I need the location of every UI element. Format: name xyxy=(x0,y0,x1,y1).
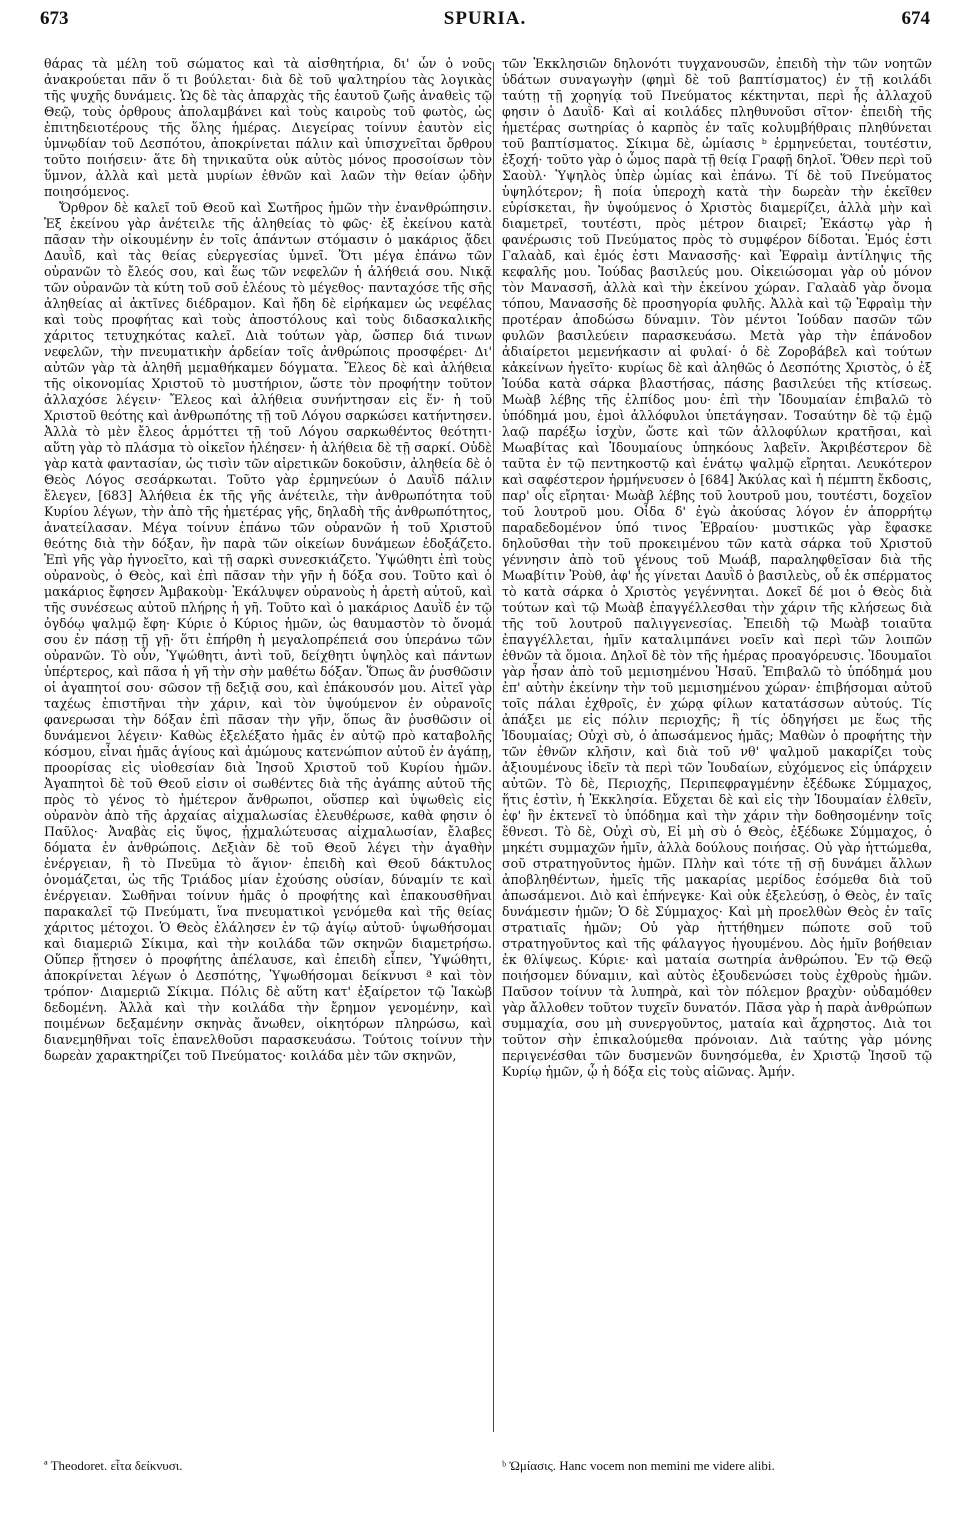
left-column xyxy=(44,56,492,1432)
left-paragraph: θάρας τὰ μέλη τοῦ σώματος καὶ τὰ αἰσθητήρια, δι' ὧν ὁ νοῦς ἀνακρούεται πᾶν ὅ τι βούλεται· διὰ δὲ τοῦ ψαλτηρίου τὰς λογικὰς τῆς ψυχῆς δυνάμεις. Ὡς δὲ τὰς ἀπαρχὰς τῆς ἑαυτοῦ ζωῆς ἀναθεὶς τῷ Θεῷ, τοὺς ὀρθρους ἀπολαμβάνει καὶ τοὺς καιροὺς τοῦ φωτὸς, ὡς ἐπιτηδειοτέρους τῆς ὅλης ἡμέρας. Διεγείρας τοίνυν ἑαυτὸν εἰς ὑμνῳδίαν τοῦ Δεσπότου, ἀποκρίνεται πάλιν καὶ ὑπισχνεῖται ὄρθρου τοῦτο ποιήσειν· ἅτε δὴ τηνικαῦτα οὐκ αὐτὸς μόνος προσοίσων τὸν ὕμνον, ἀλλὰ καὶ μετὰ μυρίων ἐθνῶν καὶ λαῶν τὴν θείαν ᾠδὴν ποιησόμενος. xyxy=(44,56,492,199)
right-column xyxy=(502,56,932,1432)
page-number-right: 674 xyxy=(901,8,930,29)
running-title: SPURIA. xyxy=(443,8,527,29)
left-paragraph: Ὄρθρον δὲ καλεῖ τοῦ Θεοῦ καὶ Σωτῆρος ἡμῶν τὴν ἐνανθρώπησιν. Ἐξ ἐκείνου γὰρ ἀνέτειλε τῆς ἀληθείας τὸ φῶς· ἐξ ἐκείνου κατὰ πᾶσαν τὴν οἰκουμένην ἐν τοῖς ἁπάντων στόμασιν ὁ μακάριος ᾄδει Δαυῒδ, καὶ τὰς θείας εὐεργεσίας ὑμνεῖ. Ὅτι μέγα ἐπάνω τῶν οὐρανῶν τὸ ἔλεός σου, καὶ ἕως τῶν νεφελῶν ἡ ἀλήθειά σου. Νικᾷ τῶν οὐρανῶν τὰ κύτη τοῦ σοῦ ἐλέους τὸ μέγεθος· πανταχόσε τῆς σῆς ἀληθείας αἱ ἀκτῖνες διέδραμον. Καὶ ἤδη δὲ εἰρήκαμεν ὡς νεφέλας καὶ τοὺς προφήτας καὶ τοὺς ἀποστόλους καὶ τοὺς διδασκαλικῆς χάριτος τετυχηκότας καλεῖ. Διὰ τούτων γὰρ, ὥσπερ διά τινων νεφελῶν, τὴν πνευματικὴν ἀρδείαν τοῖς ἀνθρώποις προσφέρει· Δι' αὐτῶν γὰρ τὰ ἀληθῆ μεμαθήκαμεν δόγματα. Ἔλεος δὲ καὶ ἀλήθεια τῆς οἰκονομίας Χριστοῦ τὸ μυστήριον, ὥστε τὸν προφήτην τοῦτον ἀλλαχόσε λέγειν· Ἔλεος καὶ ἀλήθεια συνήντησαν εἰς ἕν· ἡ τοῦ Χριστοῦ θεότης καὶ ἀνθρωπότης τῇ τοῦ Λόγου σαρκώσει κατήντησεν. Ἀλλὰ τὸ μὲν ἔλεος ἁρμόττει τῇ τοῦ Λόγου σαρκωθέντος θεότητι· αὕτη γὰρ τὸ πλάσμα τὸ οἰκεῖον ἠλέησεν· ἡ ἀλήθεια δὲ τῇ σαρκί. Οὐδὲ γὰρ κατὰ φαντασίαν, ὡς τισὶν τῶν αἱρετικῶν δοκοῦσιν, ἀληθεία δὲ ὁ Θεὸς Λόγος σεσάρκωται. Τοῦτο γὰρ ἑρμηνεύων ὁ Δαυῒδ πάλιν ἔλεγεν, [683] Ἀλήθεια ἐκ τῆς γῆς ἀνέτειλε, τὴν ἀνθρωπότητα τοῦ Κυρίου λέγων, τὴν ἀπὸ τῆς ἡμετέρας γῆς, δηλαδὴ τῆς ἀνθρωπότητος, ἀνατείλασαν. Μέγα τοίνυν ἐπάνω τῶν οὐρανῶν ἡ τοῦ Χριστοῦ θεότης διὰ τὴν δόξαν, ἣν παρὰ τῶν οἰκείων δυνάμεων ἐδοξάζετο. Ἐπὶ γῆς γὰρ ἠγνοεῖτο, καὶ τῇ σαρκὶ συνεσκιάζετο. Ὑψώθητι ἐπὶ τοὺς οὐρανοὺς, ὁ Θεὸς, καὶ ἐπὶ πᾶσαν τὴν γῆν ἡ δόξα σου. Τοῦτο καὶ ὁ μακάριος ἔφησεν Ἀμβακοὺμ· Ἐκάλυψεν οὐρανοὺς ἡ ἀρετὴ αὐτοῦ, καὶ τῆς συνέσεως αὐτοῦ πλήρης ἡ γῆ. Τοῦτο καὶ ὁ μακάριος Δαυῒδ ἐν τῷ ὀγδόῳ ψαλμῷ ἔφη· Κύριε ὁ Κύριος ἡμῶν, ὡς θαυμαστὸν τὸ ὄνομά σου ἐν πάσῃ τῇ γῇ· ὅτι ἐπήρθη ἡ μεγαλοπρέπειά σου ὑπεράνω τῶν οὐρανῶν. Τὸ οὖν, Ὑψώθητι, ἀντὶ τοῦ, δείχθητι ὑψηλὸς καὶ πάντων ὑπέρτερος, καὶ πᾶσα ἡ γῆ τὴν σὴν μαθέτω δόξαν. Ὅπως ἂν ῥυσθῶσιν οἱ ἀγαπητοί σου· σῶσον τῇ δεξιᾷ σου, καὶ ἐπάκουσόν μου. Αἰτεῖ γὰρ ταχέως ἐπιστῆναι τὴν χάριν, καὶ τὸν ὑψούμενον ἐν οὐρανοῖς φανερωσαι τὴν δόξαν ἐπὶ πᾶσαν τὴν γῆν, ὅπως ἂν ῥυσθῶσιν οἱ δυνάμενοι λέγειν· Καθὼς ἐξελέξατο ἡμᾶς ἐν αὐτῷ πρὸ καταβολῆς κόσμου, εἶναι ἡμᾶς ἁγίους καὶ ἀμώμους κατενώπιον αὐτοῦ ἐν ἀγάπῃ, προορίσας εἰς υἱοθεσίαν διὰ Ἰησοῦ Χριστοῦ τοῦ Κυρίου ἡμῶν. Ἀγαπητοὶ δὲ τοῦ Θεοῦ εἰσιν οἱ σωθέντες διὰ τῆς ἀγάπης αὐτοῦ τῆς πρὸς τὸ γένος τὸ ἡμέτερον ἄνθρωποι, οὕσπερ καὶ ὑψωθεὶς εἰς οὐρανὸν ἀπὸ τῆς ἀρχαίας αἰχμαλωσίας ἐλευθέρωσε, καθὰ φησιν ὁ Παῦλος· Ἀναβὰς εἰς ὕψος, ᾐχμαλώτευσας αἰχμαλωσίαν, ἔλαβες δόματα ἐν ἀνθρώποις. Δεξιὰν δὲ τοῦ Θεοῦ λέγει τὴν ἀγαθὴν ἐνέργειαν, ἢ τὸ Πνεῦμα τὸ ἅγιον· ἐπειδὴ καὶ Θεοῦ δάκτυλος ὀνομάζεται, ὡς τῆς Τριάδος μίαν ἐχούσης οὐσίαν, δύναμίν τε καὶ ἐνέργειαν. Σωθῆναι τοίνυν ἡμᾶς ὁ προφήτης καὶ ἐπακουσθῆναι παρακαλεῖ τῷ Πνεύματι, ἵνα πνευματικοὶ γενόμεθα καὶ τῆς θείας χάριτος μέτοχοι. Ὁ Θεὸς ἐλάλησεν ἐν τῷ ἁγίῳ αὐτοῦ· ὑψωθήσομαι καὶ διαμεριῶ Σίκιμα, καὶ τὴν κοιλάδα τῶν σκηνῶν διαμετρήσω. Οὕπερ ᾔτησεν ὁ προφήτης ἀπέλαυσε, καὶ ἐπειδὴ εἶπεν, Ὑψώθητι, ἀποκρίνεται λέγων ὁ Δεσπότης, Ὑψωθήσομαι δείκνυσι ª καὶ τὸν τρόπον· Διαμεριῶ Σίκιμα. Πόλις δὲ αὕτη κατ' ἐξαίρετον τῷ Ἰακὼβ δεδομένη. Ἀλλὰ καὶ τὴν κοιλάδα τὴν ἔρημον γενομένην, καὶ ποιμένων δεξαμένην σκηνὰς ἄνωθεν, οἰκητόρων πληρώσω, καὶ διανεμηθῆναι τοῖς ἐπανελθοῦσι παρασκευάσω. Τούτοις τοίνυν τὴν δωρεὰν χαρακτηρίζει τοῦ Πνεύματος· κοιλάδα μὲν τῶν σκηνῶν, xyxy=(44,200,492,1063)
right-paragraph: τῶν Ἐκκλησιῶν δηλονότι τυγχανουσῶν, ἐπειδὴ τὴν τῶν νοητῶν ὑδάτων συναγωγὴν (φημὶ δὲ τοῦ βαπτίσματος) ἐν τῇ κοιλάδι ταύτῃ τῇ χορηγίᾳ τοῦ Πνεύματος κέκτηνται, περὶ ἧς ἀλλαχοῦ φησιν ὁ Δαυῒδ· Καὶ αἱ κοιλάδες πληθυνοῦσι σῖτον· ἐπειδὴ τῆς ἡμετέρας σωτηρίας ὁ καρπὸς ἐν ταῖς κολυμβήθραις πληθύνεται τοῦ βαπτίσματος. Σίκιμα δὲ, ὠμίασις ᵇ ἑρμηνεύεται, τουτέστιν, ἐξοχή· τοῦτο γὰρ ὁ ὦμος παρὰ τῇ θείᾳ Γραφῇ δηλοῖ. Ὅθεν περὶ τοῦ Σαοὺλ· Ὑψηλὸς ὑπὲρ ὠμίας καὶ ἐπάνω. Τί δὲ τοῦ Πνεύματος ὑψηλότερον; ἢ ποία ὑπεροχὴ κατὰ τὴν δωρεὰν τὴν ἐκεῖθεν εὑρίσκεται, ἣν ὑψούμενος ὁ Χριστὸς διαμερίζει, ἀλλὰ μὴν καὶ διαμετρεῖ, τουτέστι, πρὸς μέτρον διαιρεῖ; Ἑκάστῳ γὰρ ἡ φανέρωσις τοῦ Πνεύματος πρὸς τὸ συμφέρον δίδοται. Ἐμός ἐστι Γαλαὰδ, καὶ ἐμός ἐστι Μανασσῆς· καὶ Ἐφραὶμ ἀντίληψις τῆς κεφαλῆς μου. Ἰούδας βασιλεύς μου. Οἰκειώσομαι γὰρ οὐ μόνον τὸν Μανασσῆ, ἀλλὰ καὶ τὴν ἐκείνου χώραν. Γαλαὰδ γὰρ ὄνομα τόπου, Μανασσῆς δὲ προσηγορία φυλῆς. Ἀλλὰ καὶ τῷ Ἐφραὶμ τὴν προτέραν ἀποδώσω δύναμιν. Τὸν μέντοι Ἰούδαν πασῶν τῶν φυλῶν βασιλεύειν παρασκευάσω. Μετὰ γὰρ τὴν ἐπάνοδον ἀδιαίρετοι μεμενήκασιν αἱ φυλαί· ὁ δὲ Ζοροβάβελ καὶ τούτων κἀκείνων ἡγεῖτο· κυρίως δὲ καὶ ἀληθῶς ὁ Δεσπότης Χριστὸς, ὁ ἐξ Ἰούδα κατὰ σάρκα βλαστήσας, πάσης βασιλεύει τῆς κτίσεως. Μωὰβ λέβης τῆς ἐλπίδος μου· ἐπὶ τὴν Ἰδουμαίαν ἐπιβαλῶ τὸ ὑπόδημά μου, ἐμοὶ ἀλλόφυλοι ὑπετάγησαν. Τοσαύτην δὲ τῷ ἐμῷ λαῷ παρέξω ἰσχὺν, ὥστε καὶ τῶν ἀλλοφύλων κρατῆσαι, καὶ Μωαβίτας καὶ Ἰδουμαίους ὑπηκόους λαβεῖν. Ἀκριβέστερον δὲ ταῦτα ἐν τῷ πεντηκοστῷ καὶ ἑνάτῳ ψαλμῷ εἴρηται. Λευκότερον καὶ σαφέστερον ἡρμήνευσεν ὁ [684] Ἀκύλας καὶ ἡ πέμπτη ἔκδοσις, παρ' οἷς εἴρηται· Μωὰβ λέβης τοῦ λουτροῦ μου, τουτέστι, δοχεῖον τοῦ λουτροῦ μου. Οἶδα δ' ἐγὼ ἀκούσας λόγον ἐν ἀπορρήτῳ παραδεδομένον ὑπό τινος Ἑβραίου· μυστικῶς γὰρ ἔφασκε δηλοῦσθαι τὴν τοῦ προκειμένου τῶν κατὰ σάρκα τοῦ Χριστοῦ γέννησιν ἀπὸ τοῦ γένους τοῦ Μωάβ, παραληφθεῖσαν διὰ τῆς Μωαβίτιν Ῥοὺθ, ἀφ' ἧς γίνεται Δαυῒδ ὁ βασιλεὺς, οὗ ἐκ σπέρματος τὸ κατὰ σάρκα ὁ Χριστὸς γεγέννηται. Δοκεῖ δέ μοι ὁ Θεὸς διὰ τούτων καὶ τῷ Μωὰβ ἐπαγγέλλεσθαι τὴν χάριν τῆς κλήσεως διὰ τῆς τοῦ λουτροῦ παλιγγενεσίας. Ἐπειδὴ τῷ Μωὰβ τοιαῦτα ἐπαγγέλλεται, ἡμῖν καταλιμπάνει νοεῖν καὶ περὶ τῶν λοιπῶν ἐθνῶν τὰ ὅμοια. Δηλοῖ δὲ τὸν τῆς ἡμέρας προαγόρευσις. Ἰδουμαῖοι γὰρ ἦσαν ἀπὸ τοῦ μεμισημένου Ἠσαῦ. Ἐπιβαλῶ τὸ ὑπόδημά μου ἐπ' αὐτὴν ἐκείνην τὴν τοῦ μεμισημένου χώραν· ἐπιβήσομαι αὐτοῦ τοῖς πάλαι ἐχθροῖς, ἐν χώρᾳ φίλων κατατάσσων αὐτούς. Τίς ἀπάξει με εἰς πόλιν περιοχῆς; ἢ τίς ὁδηγήσει με ἕως τῆς Ἰδουμαίας; Οὐχὶ σὺ, ὁ ἀπωσάμενος ἡμᾶς; Μαθὼν ὁ προφήτης τὴν τῶν ἐθνῶν κλῆσιν, καὶ διὰ τοῦ νθ' ψαλμοῦ μακαρίζει τοὺς ἀξιουμένους ἰδεῖν τὰ περὶ τῶν Ἰουδαίων, εὐχόμενος εἰς ὑπάρχειν αὐτῶν. Τὸ δὲ, Περιοχῆς, Περιπεφραγμένην ἐξέδωκε Σύμμαχος, ἥτις ἐστὶν, ἡ Ἐκκλησία. Εὔχεται δὲ καὶ εἰς τὴν Ἰδουμαίαν ἐλθεῖν, ἐφ' ἣν ἐκτενεῖ τὸ ὑπόδημα καὶ τὴν χάριν τὴν δοθησομένην τοῖς ἔθνεσι. Τὸ δὲ, Οὐχὶ σὺ, Εἰ μὴ σὺ ὁ Θεὸς, ἐξέδωκε Σύμμαχος, ὁ μηκέτι συμμαχῶν ἡμῖν, ἀλλὰ δούλους ποιήσας. Οὐ γὰρ ἡττώμεθα, σοῦ στρατηγοῦντος ἡμῶν. Πλὴν καὶ τότε τῇ σῇ δυνάμει ἄλλων ἀποβληθέντων, ἡμεῖς τῆς μακαρίας μερίδος ἐσόμεθα διὰ τοῦ ἀπωσάμενοι. Διὸ καὶ ἐπήνεγκε· Καὶ οὐκ ἐξελεύσῃ, ὁ Θεὸς, ἐν ταῖς δυνάμεσιν ἡμῶν; Ὁ δὲ Σύμμαχος· Καὶ μὴ προελθὼν Θεὸς ἐν ταῖς στρατιαῖς ἡμῶν; Οὐ γὰρ ἡττήθημεν πώποτε σοῦ τοῦ στρατηγοῦντος καὶ τῆς φάλαγγος ἡγουμένου. Δὸς ἡμῖν βοήθειαν ἐκ θλίψεως. Κύριε· καὶ ματαία σωτηρία ἀνθρώπου. Ἐν τῷ Θεῷ ποιήσομεν δύναμιν, καὶ αὐτὸς ἐξουδενώσει τοὺς ἐχθροὺς ἡμῶν. Παῦσον τοίνυν τὰ λυπηρὰ, καὶ τὸν πόλεμον βραχὺν· οὐδαμόθεν γὰρ ἄλλοθεν τοῦτον τυχεῖν δυνατόν. Πᾶσα γὰρ ἡ παρὰ ἀνθρώπων συμμαχία, σου μὴ συνεργοῦντος, ματαία καὶ ἄχρηστος. Διὰ τοι τοῦτον σὴν ἐπικαλούμεθα πρόνοιαν. Διὰ ταύτης γὰρ μόνης περιγενέσθαι τῶν δυσμενῶν δυνησόμεθα, ἐν Χριστῷ Ἰησοῦ τῷ Κυρίῳ ἡμῶν, ᾧ ἡ δόξα εἰς τοὺς αἰῶνας. Ἀμήν. xyxy=(502,56,932,1079)
page-header xyxy=(40,6,930,36)
page-number-left: 673 xyxy=(40,8,69,29)
column-divider xyxy=(493,62,494,1432)
footnote-a: ª Theodoret. εἶτα δείκνυσι. xyxy=(44,1458,183,1473)
footnote-b: ᵇ Ὠμίασις. Hanc vocem non memini me videre alibi. xyxy=(502,1458,775,1473)
